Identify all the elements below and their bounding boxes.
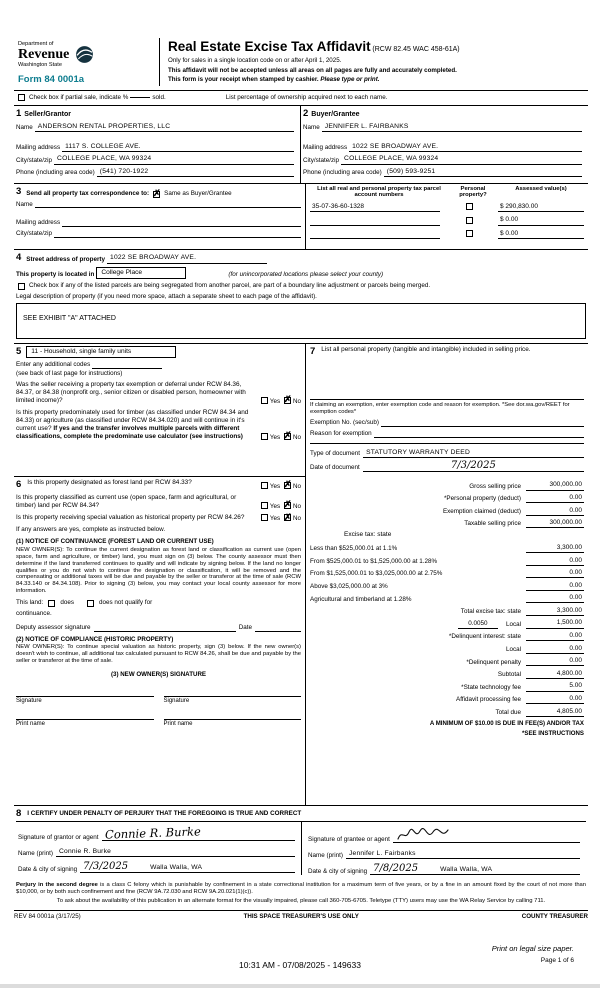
seller-phone-field[interactable]: (541) 720-1922 [97, 168, 294, 177]
partial-sale-label: Check box if partial sale, indicate % [29, 93, 129, 101]
seller-title: Seller/Grantor [24, 110, 71, 118]
tax-line-value[interactable]: 0.00 [526, 494, 584, 503]
buyer-name-label: Name [303, 124, 320, 132]
type-of-document-label: Type of document [310, 450, 361, 458]
grantor-printname-field[interactable]: Connie R. Burke [56, 848, 295, 857]
buyer-section [301, 106, 588, 183]
located-in-select[interactable]: College Place [96, 267, 186, 279]
tax-bracket-value[interactable]: 0.00 [526, 557, 584, 566]
segregated-label: Check box if any of the listed parcels are being segregated from another parcel, are part of a boundary line adjustment or parcels being merged. [29, 281, 431, 289]
land-designation-section [14, 477, 305, 805]
grantee-signature-field[interactable] [393, 828, 580, 843]
logo-block [14, 38, 160, 86]
timber-question-bold-text: If yes and the transfer involves multiple parcels with different classifications, complete the predominate use calculator (see instructions) [16, 425, 243, 441]
correspondence-city-label: City/state/zip [16, 230, 53, 238]
personal-property-header: Personal property? [459, 185, 487, 199]
correspondence-mailing-field[interactable] [62, 226, 301, 227]
deputy-assessor-row [16, 624, 301, 632]
grantor-certification [16, 822, 301, 875]
tax-bracket-label: From $525,000.01 to $1,525,000.00 at 1.28% [310, 557, 438, 565]
parcel-number-field[interactable] [310, 218, 440, 226]
does-not-label: does not qualify for [98, 599, 153, 607]
exemption-yes-checkbox[interactable] [261, 397, 268, 404]
local-tax-label: Local [505, 620, 521, 628]
tax-line-value[interactable]: 300,000.00 [526, 519, 584, 528]
date-of-document-field[interactable]: 7/3/2025 [363, 461, 584, 472]
left-column [14, 344, 306, 805]
grantee-date-label: Date & city of signing [308, 867, 368, 875]
rcw-reference: (RCW 82.45 WAC 458-61A) [372, 46, 460, 53]
parcel-row [310, 230, 584, 239]
seller-city-field[interactable]: COLLEGE PLACE, WA 99324 [54, 155, 294, 164]
assessed-value-field[interactable]: $ 290,830.00 [498, 203, 584, 212]
reason-for-exemption-field[interactable] [374, 437, 584, 438]
no-label: No [292, 502, 301, 510]
correspondence-mailing-label: Mailing address [16, 219, 61, 227]
parcel-row [310, 216, 584, 225]
land-does-checkbox[interactable] [48, 600, 55, 607]
personal-property-section [306, 344, 588, 738]
print-legal-size-note: Print on legal size paper. [491, 944, 574, 953]
section-8-number: 8 [16, 807, 22, 819]
buyer-mailing-field[interactable]: 1022 SE BROADWAY AVE. [349, 143, 582, 152]
historic-no-checkbox[interactable] [284, 514, 291, 521]
unincorporated-note: (for unincorporated locations please select your county) [228, 270, 384, 278]
tax-computation-block [310, 443, 584, 738]
additional-codes-label: Enter any additional codes [16, 360, 91, 368]
tax-line-value[interactable]: 0.00 [526, 507, 584, 516]
exemption-no-field[interactable] [381, 426, 584, 427]
total-excise-state-value[interactable]: 3,300.00 [526, 607, 584, 616]
section-4-number: 4 [16, 251, 22, 263]
section-3-number: 3 [16, 185, 22, 197]
land-qualify-row [16, 599, 301, 618]
located-in-label: This property is located in [16, 270, 95, 278]
parcel-personal-checkbox[interactable] [466, 230, 473, 237]
new-owners-signature-title: (3) NEW OWNER(S) SIGNATURE [110, 671, 207, 679]
date-of-document-label: Date of document [310, 464, 360, 472]
current-use-question-text: Is this property classified as current use (open space, farm and agricultural, or timber) land per RCW 84.34? [16, 494, 237, 510]
timber-question-text: Is this property predominately used for timber (as classified under RCW 84.34 and 84.33) or agriculture (as classified under RCW 84.34.020) and will continue in it's current use? [16, 409, 249, 433]
excise-tax-state-header: Excise tax: state [344, 531, 392, 539]
note-accepted: This affidavit will not be accepted unless all areas on all pages are fully and accurately completed. [168, 66, 457, 74]
grantor-printname-label: Name (print) [18, 849, 53, 857]
same-as-buyer-checkbox[interactable] [153, 191, 160, 198]
deputy-date-label: Date [238, 623, 252, 631]
street-address-field[interactable]: 1022 SE BROADWAY AVE. [107, 254, 267, 263]
right-column [306, 344, 588, 805]
ownership-percentage-note: List percentage of ownership acquired next to each name. [225, 93, 388, 101]
if-yes-note: If any answers are yes, complete as instructed below. [16, 526, 166, 534]
parcel-number-field[interactable]: 35-07-36-60-1328 [310, 203, 440, 212]
forest-yes-checkbox[interactable] [261, 482, 268, 489]
delinquent-penalty-value[interactable]: 0.00 [526, 657, 584, 666]
exemption-block [310, 399, 584, 440]
revenue-logo-icon [74, 44, 95, 65]
legal-description-label: Legal description of property (if you need more space, attach a separate sheet to each page of the affidavit). [16, 292, 317, 300]
note-single-location: Only for sales in a single location code on or after April 1, 2025. [168, 57, 342, 65]
yes-label: Yes [269, 515, 281, 523]
grantor-date-value: 7/3/2025 [83, 861, 129, 873]
exemption-question [16, 381, 301, 405]
see-back-note: (see back of last page for instructions) [16, 369, 123, 377]
grantor-signature: Connie R. Burke [104, 824, 201, 843]
section-6-number: 6 [16, 478, 22, 490]
correspondence-name-label: Name [16, 200, 33, 208]
grantee-date-value: 7/8/2025 [373, 863, 419, 875]
partial-sale-row [14, 90, 588, 105]
seller-section [14, 106, 301, 183]
historic-question-text: Is this property receiving special valuation as historical property per RCW 84.26? [16, 514, 245, 522]
grantee-date-field[interactable] [370, 864, 580, 875]
certification-section [14, 805, 588, 880]
buyer-title: Buyer/Grantee [311, 110, 360, 118]
form-number: Form 84 0001a [18, 73, 85, 85]
grantor-date-label: Date & city of signing [18, 865, 78, 873]
tax-bracket-label: Above $3,025,000.00 at 3% [310, 582, 388, 590]
new-owner-signature-field[interactable] [164, 687, 302, 697]
delinquent-interest-state-label: *Delinquent interest: state [448, 633, 521, 641]
timber-no-checkbox[interactable] [284, 433, 291, 440]
same-as-buyer-label: Same as Buyer/Grantee [164, 189, 232, 197]
buyer-name-field[interactable]: JENNIFER L. FAIRBANKS [322, 123, 582, 132]
treasurer-space-label: THIS SPACE TREASURER'S USE ONLY [243, 913, 359, 921]
current-use-question [16, 494, 301, 510]
correspondence-label: Send all property tax correspondence to: [26, 189, 150, 197]
no-label: No [292, 433, 301, 441]
see-instructions-note: *SEE INSTRUCTIONS [522, 730, 584, 738]
correspondence-parcels-section [14, 183, 588, 249]
buyer-phone-field[interactable]: (509) 593-9251 [384, 168, 582, 177]
tax-bracket-label: Less than $525,000.01 at 1.1% [310, 545, 398, 553]
no-label: No [292, 515, 301, 523]
segregated-checkbox[interactable] [18, 283, 25, 290]
buyer-phone-label: Phone (including area code) [303, 169, 382, 177]
document-timestamp: 10:31 AM - 07/08/2025 - 149633 [239, 960, 361, 970]
property-section [14, 249, 588, 343]
no-label: No [292, 397, 301, 405]
timber-question [16, 409, 301, 441]
buyer-city-field[interactable]: COLLEGE PLACE, WA 99324 [341, 155, 582, 164]
print-name-label: Print name [163, 721, 193, 728]
parcel-personal-checkbox[interactable] [466, 203, 473, 210]
section-5-number: 5 [16, 345, 22, 357]
does-label: does [60, 599, 74, 607]
section-2-number: 2 [303, 107, 309, 119]
tax-bracket-value[interactable]: 3,300.00 [526, 544, 584, 553]
forest-no-checkbox[interactable] [284, 482, 291, 489]
new-owner-signature-field[interactable] [16, 687, 154, 697]
partial-sale-checkbox[interactable] [18, 94, 25, 101]
parcel-numbers-header: List all real and personal property tax parcel account numbers [317, 185, 441, 199]
parcel-personal-checkbox[interactable] [466, 217, 473, 224]
tax-line-label: Gross selling price [469, 482, 521, 490]
notice-continuance-title: (1) NOTICE OF CONTINUANCE (FOREST LAND OR CURRENT USE) [16, 538, 214, 546]
delinquent-penalty-label: *Delinquent penalty [466, 658, 521, 666]
total-excise-state-label: Total excise tax: state [460, 608, 521, 616]
state-technology-fee-value[interactable]: 5.00 [526, 682, 584, 691]
seller-name-label: Name [16, 124, 33, 132]
seller-city-label: City/state/zip [16, 156, 53, 164]
local-tax-value[interactable]: 1,500.00 [526, 619, 584, 628]
grantor-date-field[interactable] [80, 862, 295, 873]
exemption-question-text: Was the seller receiving a property tax exemption or deferral under RCW 84.36, 84.37, or 84.38 (nonprofit org., senior citizen or disabled person, homeowner with limited income)? [16, 381, 246, 405]
perjury-notice [14, 879, 588, 907]
seller-buyer-section [14, 105, 588, 183]
title-block [160, 38, 588, 86]
grantee-printname-field[interactable]: Jennifer L. Fairbanks [346, 850, 580, 859]
grantee-signature-scribble-icon [396, 828, 450, 842]
tax-bracket-value[interactable]: 0.00 [526, 582, 584, 591]
seller-phone-label: Phone (including area code) [16, 169, 95, 177]
correspondence-name-field[interactable] [35, 207, 301, 208]
new-owner-signature-row [16, 687, 301, 706]
current-use-no-checkbox[interactable] [284, 502, 291, 509]
historic-question [16, 514, 301, 523]
new-owner-printname-field[interactable] [16, 710, 154, 720]
new-owner-printname-field[interactable] [164, 710, 302, 720]
subtotal-label: Subtotal [497, 671, 521, 679]
parcel-row [310, 203, 584, 212]
county-treasurer-label: COUNTY TREASURER [521, 913, 588, 921]
total-due-label: Total due [495, 708, 521, 716]
timber-yes-checkbox[interactable] [261, 433, 268, 440]
correspondence-city-field[interactable] [54, 237, 301, 238]
form-header [14, 36, 588, 90]
historic-yes-checkbox[interactable] [261, 514, 268, 521]
personal-property-label: List all personal property (tangible and intangible) included in selling price. [321, 345, 531, 353]
tax-line-label: *Personal property (deduct) [443, 495, 521, 503]
seller-mailing-field[interactable]: 1117 S. COLLEGE AVE. [62, 143, 294, 152]
tax-bracket-label: Agricultural and timberland at 1.28% [310, 595, 412, 603]
new-owner-printname-row [16, 710, 301, 729]
perjury-body: is a class C felony which is punishable by confinement in a state correctional institution for a maximum term of five years, or by a fine in an amount fixed by the court of not more than $10,000, or by both such confinement and fine (RCW 9A.72.030 and RCW 9A.20.021(1)(c)). [16, 882, 586, 896]
land-use-code-select[interactable]: 11 - Household, single family units [26, 346, 176, 358]
partial-percent-field[interactable] [130, 97, 150, 98]
note-receipt: This form is your receipt when stamped by cashier. Please type or print. [168, 75, 380, 83]
delinquent-interest-state-value[interactable]: 0.00 [526, 632, 584, 641]
perjury-lead: Perjury in the second degree [16, 882, 98, 889]
delinquent-interest-local-value[interactable]: 0.00 [526, 645, 584, 654]
reason-for-exemption-label: Reason for exemption [310, 429, 372, 437]
delinquent-interest-local-label: Local [505, 645, 521, 653]
section-1-number: 1 [16, 107, 22, 119]
notice-compliance-body: NEW OWNER(S): To continue special valuation as historic property, sign (3) below. If the new owner(s) doesn't wish to continue, all additional tax calculated pursuant to RCW 84.26, shall be due and payable by the seller or transferor at the time of sale. [16, 644, 301, 665]
revenue-wordmark: Revenue [18, 46, 70, 62]
parcel-table [306, 184, 588, 249]
parcel-number-field[interactable] [310, 231, 440, 239]
seller-mailing-label: Mailing address [16, 144, 61, 152]
subtotal-value[interactable]: 4,800.00 [526, 670, 584, 679]
tax-line-label: Exemption claimed (deduct) [442, 507, 521, 515]
legal-description-field[interactable]: SEE EXHIBIT "A" ATTACHED [16, 303, 586, 339]
page-number: Page 1 of 6 [540, 957, 574, 964]
land-does-not-checkbox[interactable] [87, 600, 94, 607]
assessed-value-header: Assessed value(s) [515, 185, 567, 192]
yes-label: Yes [269, 433, 281, 441]
exemption-no-label: Exemption No. (sec/sub) [310, 418, 379, 426]
section-7-number: 7 [310, 345, 316, 357]
grantee-certification [301, 822, 586, 875]
no-label: No [292, 482, 301, 490]
deputy-assessor-label: Deputy assessor signature [16, 623, 91, 631]
assessed-value-field[interactable]: $ 0.00 [498, 230, 584, 239]
forest-land-question [16, 479, 301, 491]
street-address-label: Street address of property [26, 255, 106, 263]
tax-line-label: Taxable selling price [464, 520, 521, 528]
grantor-signature-label: Signature of grantor or agent [18, 833, 99, 841]
buyer-mailing-label: Mailing address [303, 144, 348, 152]
grantor-signature-field[interactable] [102, 824, 295, 843]
grantee-signature-label: Signature of grantee or agent [308, 835, 390, 843]
total-due-value[interactable]: 4,805.00 [526, 708, 584, 717]
additional-codes-field[interactable] [92, 368, 162, 369]
grantee-printname-label: Name (print) [308, 851, 343, 859]
tax-bracket-value[interactable]: 0.00 [526, 569, 584, 578]
correspondence-section [14, 184, 306, 249]
rev-form-id: REV 84 0001a (3/17/25) [14, 913, 81, 921]
notice-continuance-body: NEW OWNER(S): To continue the current designation as forest land or classification as current use (open space, farm and agriculture, or timber) land, you must sign on (3) below. The county assessor must then determine if the land transferred continues to qualify and will indicate by signing below. If the land no longer qualifies or you do not wish to continue the designation or classification, it will be removed and the compensating or additional taxes will be due and payable by the seller or transferor at the time of sale (RCW 84.33.140 or 84.34.108). Prior to signing (3) below, you may contact your local county assessor for more information. [16, 546, 301, 595]
deputy-assessor-signature-field[interactable] [94, 631, 236, 632]
sold-label: sold. [152, 93, 166, 101]
signature-label: Signature [16, 697, 42, 704]
state-technology-fee-label: *State technology fee [461, 683, 521, 691]
local-rate-field[interactable]: 0.0050 [458, 620, 498, 629]
print-name-label: Print name [16, 721, 46, 728]
notice-compliance-title: (2) NOTICE OF COMPLIANCE (HISTORIC PROPERTY) [16, 635, 174, 643]
certification-statement: I CERTIFY UNDER PENALTY OF PERJURY THAT THE FOREGOING IS TRUE AND CORRECT [27, 809, 302, 817]
current-use-yes-checkbox[interactable] [261, 502, 268, 509]
use-code-section [14, 344, 305, 477]
signature-label: Signature [163, 697, 190, 704]
tax-line-value[interactable]: 300,000.00 [526, 481, 584, 490]
seller-name-field[interactable]: ANDERSON RENTAL PROPERTIES, LLC [35, 123, 294, 132]
minimum-due-note: A MINIMUM OF $10.00 IS DUE IN FEE(S) AND/OR TAX [429, 719, 584, 727]
assessed-value-field[interactable]: $ 0.00 [498, 216, 584, 225]
page-bottom-edge [0, 984, 600, 988]
this-land-label: This land: [16, 599, 44, 607]
alternate-format-note: To ask about the availability of this publication in an alternate format for the visually impaired, please call 360-705-6705. Teletype (TTY) users may use the WA Relay Service by calling 711. [56, 897, 546, 904]
forest-land-question-text: Is this property designated as forest land per RCW 84.33? [27, 478, 192, 486]
tax-bracket-value[interactable]: 0.00 [526, 594, 584, 603]
grantee-city-value: Walla Walla, WA [440, 866, 493, 874]
continuance-label: continuance. [16, 609, 52, 617]
exemption-note: If claiming an exemption, enter exemption code and reason for exemption. *See dor.wa.gov/REET for exemption codes* [310, 402, 570, 416]
deputy-date-field[interactable] [255, 631, 301, 632]
washington-state-label: Washington State [18, 61, 62, 68]
buyer-city-label: City/state/zip [303, 156, 340, 164]
department-of-label: Department of [18, 41, 54, 47]
type-of-document-field[interactable]: STATUTORY WARRANTY DEED [363, 449, 584, 458]
grantor-city-value: Walla Walla, WA [150, 864, 203, 872]
exemption-no-checkbox[interactable] [284, 397, 291, 404]
main-columns [14, 343, 588, 805]
tax-bracket-label: From $1,525,000.01 to $3,025,000.00 at 2.75% [310, 570, 443, 578]
form-title: Real Estate Excise Tax Affidavit [168, 39, 371, 54]
yes-label: Yes [269, 502, 281, 510]
form-footer-row [14, 910, 588, 921]
affidavit-processing-fee-value[interactable]: 0.00 [526, 695, 584, 704]
affidavit-processing-fee-label: Affidavit processing fee [456, 696, 521, 704]
yes-label: Yes [269, 482, 281, 490]
reet-affidavit-form [14, 36, 588, 921]
yes-label: Yes [269, 397, 281, 405]
